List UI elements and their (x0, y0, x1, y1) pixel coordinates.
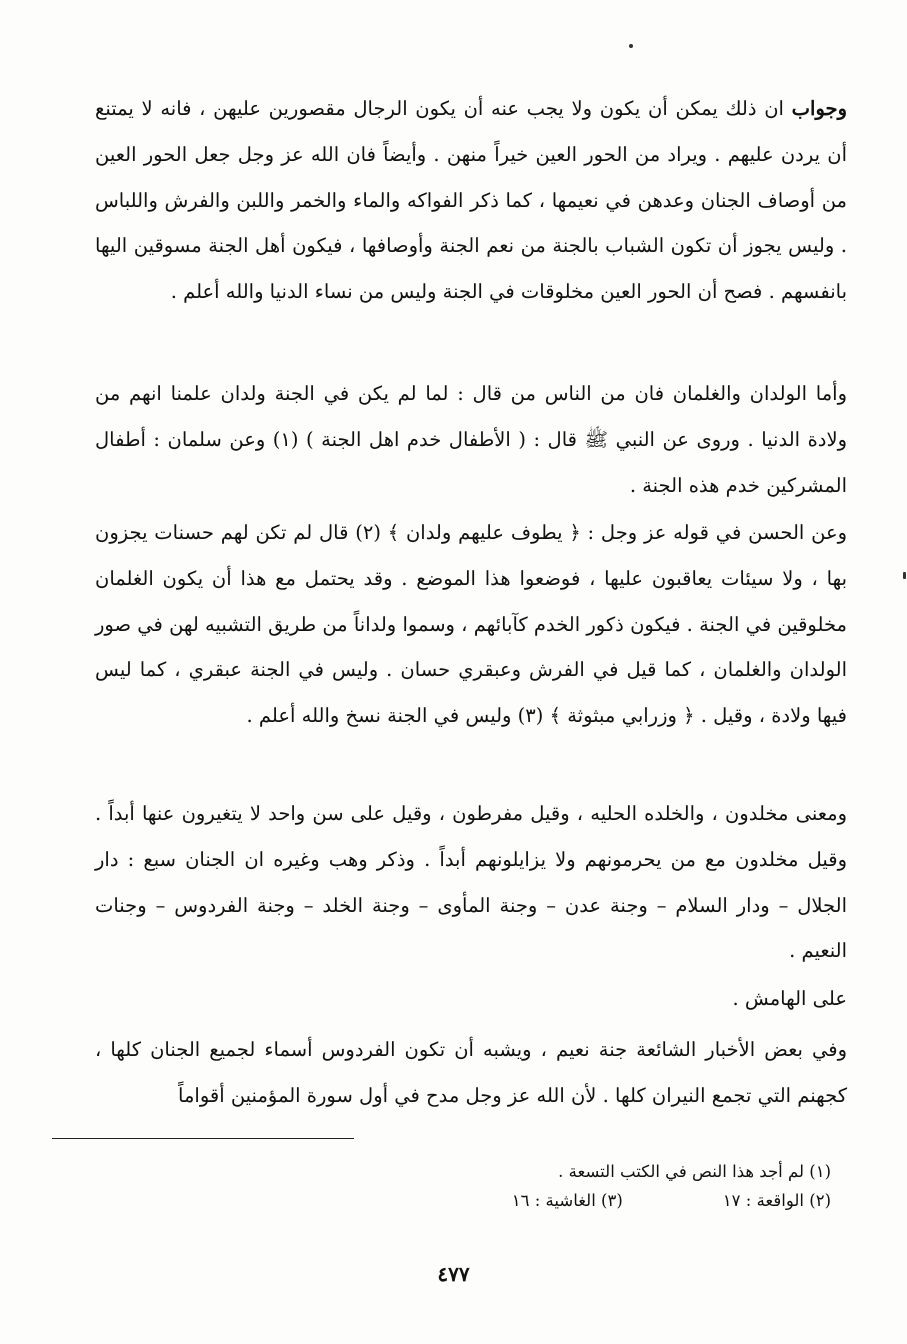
paragraph-text: وعن الحسن في قوله عز وجل : ﴿ يطوف عليهم ولدان ﴾ (٢) قال لم تكن لهم حسنات يجزون بها ، ولا سيئات يعاقبون عليها ، فوضعوا هذا الموضع . وقد يحتمل مع هذا أن يكون الغلمان مخلوقين في الجنة . فيكون ذكور الخدم كآبائهم ، وسموا ولداناً من طريق التشبيه لهن في صور الولدان والغلمان ، كما قيل في الفرش وعبقري حسان . وليس في الجنة عبقري ، كما ليس فيها ولادة ، وقيل . ﴿ وزرابي مبثوثة ﴾ (٣) وليس في الجنة نسخ والله أعلم . (95, 521, 847, 728)
paragraph-hasan (95, 510, 847, 739)
footnote-1: (١) لم أجد هذا النص في الكتب التسعة . (558, 1162, 831, 1181)
paragraph-houris (95, 86, 847, 315)
footnote-2: (٢) الواقعة : ١٧ (722, 1191, 831, 1210)
footnotes (71, 1157, 831, 1215)
paragraph-lead-word: وجواب (791, 97, 847, 120)
ink-speck (903, 572, 906, 579)
footnote-divider (52, 1138, 354, 1139)
paragraph-text: على الهامش . (732, 987, 847, 1010)
paragraph-margin-note (95, 976, 847, 1022)
ink-speck (629, 44, 633, 48)
paragraph-text: ان ذلك يمكن أن يكون ولا يجب عنه أن يكون الرجال مقصورين عليهن ، فانه لا يمتنع أن يردن عليهم . ويراد من الحور العين خيراً منهن . وأيضاً فان الله عز وجل جعل الحور العين من أوصاف الجنان وعدهن في نعيمها ، كما ذكر الفواكه والماء والخمر واللبن والفرش واللباس . وليس يجوز أن تكون الشباب بالجنة من نعم الجنة وأوصافها ، فيكون أهل الجنة مسوقين اليها بانفسهم . فصح أن الحور العين مخلوقات في الجنة وليس من نساء الدنيا والله أعلم . (95, 97, 847, 304)
footnote-row-2 (71, 1186, 831, 1215)
paragraph-text: وفي بعض الأخبار الشائعة جنة نعيم ، ويشبه أن تكون الفردوس أسماء لجميع الجنان كلها ، كجهنم التي تجمع النيران كلها . لأن الله عز وجل مدح في أول سورة المؤمنين أقواماً (95, 1038, 847, 1107)
paragraph-gardens (95, 791, 847, 974)
footnote-3: (٣) الغاشية : ١٦ (511, 1191, 623, 1210)
page-number: ٤٧٧ (437, 1262, 470, 1286)
paragraph-text: ومعنى مخلدون ، والخلده الحليه ، وقيل مفرطون ، وقيل على سن واحد لا يتغيرون عنها أبداً . وقيل مخلدون مع من يحرمونهم ولا يزايلونهم أبداً . وذكر وهب وغيره ان الجنان سبع : دار الجلال – ودار السلام – وجنة عدن – وجنة المأوى – وجنة الخلد – وجنة الفردوس – وجنات النعيم . (95, 802, 847, 963)
paragraph-text: وأما الولدان والغلمان فان من الناس من قال : لما لم يكن في الجنة ولدان علمنا انهم من ولادة الدنيا . وروى عن النبي ﷺ قال : ( الأطفال خدم اهل الجنة ) (١) وعن سلمان : أطفال المشركين خدم هذه الجنة . (95, 382, 848, 497)
paragraph-youths (95, 371, 847, 508)
paragraph-firdaws (95, 1027, 847, 1119)
